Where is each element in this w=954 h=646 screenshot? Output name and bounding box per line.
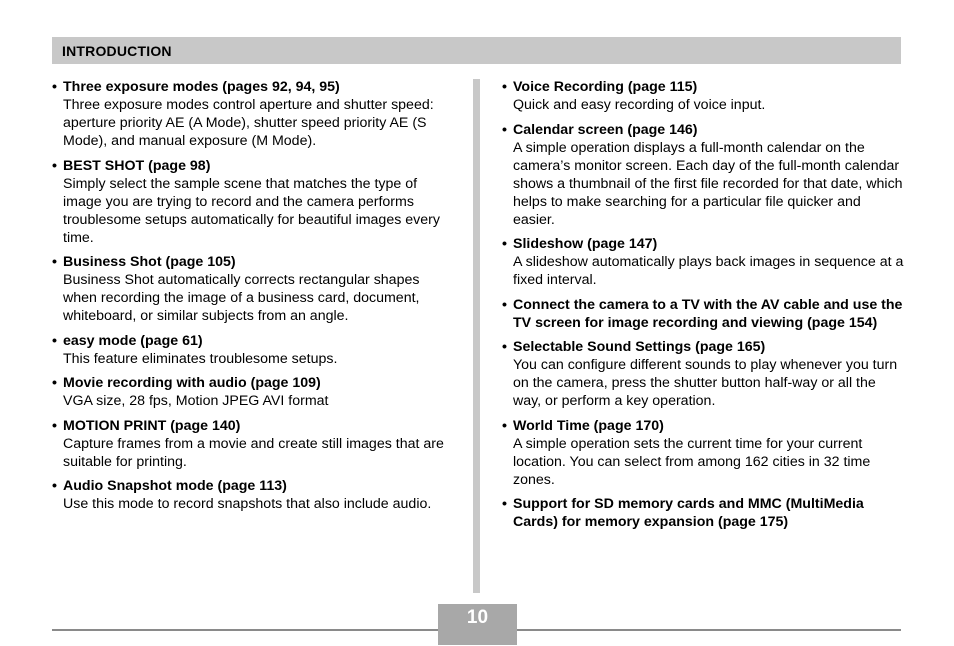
item-description: VGA size, 28 fps, Motion JPEG AVI format [63, 393, 329, 409]
bullet-icon: • [502, 79, 507, 95]
item-description: A slideshow automatically plays back images in sequence at a fixed interval. [513, 254, 904, 288]
left-column [52, 78, 452, 520]
bullet-icon: • [52, 478, 57, 494]
item-title: Movie recording with audio (page 109) [63, 375, 321, 391]
item-description: Three exposure modes control aperture and shutter speed: aperture priority AE (A Mode), shutter speed priority AE (S Mode), and manual exposure (M Mode). [63, 97, 434, 149]
item-title: MOTION PRINT (page 140) [63, 417, 241, 434]
bullet-icon: • [52, 332, 57, 349]
item-title: Slideshow (page 147) [513, 236, 658, 252]
section-title: INTRODUCTION [62, 43, 172, 59]
item-title: Three exposure modes (pages 92, 94, 95) [63, 79, 340, 95]
item-title: Calendar screen (page 146) [513, 121, 698, 138]
item-title: Support for SD memory cards and MMC (MultiMedia Cards) for memory expansion (page 175) [513, 496, 864, 530]
item-title: Audio Snapshot mode (page 113) [63, 478, 287, 494]
item-description: A simple operation sets the current time for your current location. You can select from among 162 cities in 32 time zones. [513, 435, 871, 488]
list-item [52, 477, 452, 513]
bullet-icon: • [502, 417, 507, 434]
list-item [52, 417, 452, 471]
bullet-icon: • [502, 121, 507, 138]
item-description: Use this mode to record snapshots that also include audio. [63, 496, 432, 512]
column-divider [473, 79, 480, 593]
list-item [502, 495, 904, 531]
item-title: World Time (page 170) [513, 417, 664, 434]
item-description: This feature eliminates troublesome setups. [63, 350, 338, 367]
bullet-icon: • [502, 339, 507, 355]
item-title: Voice Recording (page 115) [513, 79, 698, 95]
item-title: Selectable Sound Settings (page 165) [513, 339, 766, 355]
list-item [52, 157, 452, 247]
bullet-icon: • [52, 375, 57, 391]
bullet-icon: • [52, 157, 57, 174]
list-item [502, 121, 904, 229]
list-item [52, 332, 452, 368]
item-description: Business Shot automatically corrects rectangular shapes when recording the image of a business card, document, whiteboard, or similar subjects from an angle. [63, 272, 420, 324]
item-description: A simple operation displays a full-month calendar on the camera’s monitor screen. Each day of the full-month calendar shows a thumbnail of the first file recorded for that date, which helps to make searching for a particular file quicker and easier. [513, 139, 903, 228]
list-item [502, 235, 904, 289]
item-title: BEST SHOT (page 98) [63, 157, 211, 174]
right-column [502, 78, 904, 538]
bullet-icon: • [52, 254, 57, 270]
list-item [502, 417, 904, 489]
item-description: Capture frames from a movie and create still images that are suitable for printing. [63, 435, 444, 470]
item-description: Simply select the sample scene that matches the type of image you are trying to record and the camera performs troublesome setups automatically for beautiful images every time. [63, 175, 440, 246]
bullet-icon: • [52, 417, 57, 434]
bullet-icon: • [502, 236, 507, 252]
page-number-box [438, 604, 517, 645]
list-item [52, 78, 452, 150]
item-description: You can configure different sounds to play whenever you turn on the camera, press the shutter button half-way or all the way, or perform a key operation. [513, 357, 898, 409]
item-title: easy mode (page 61) [63, 332, 203, 349]
list-item [52, 374, 452, 410]
item-title: Connect the camera to a TV with the AV cable and use the TV screen for image recording and viewing (page 154) [513, 296, 903, 331]
bullet-icon: • [502, 496, 507, 512]
list-item [52, 253, 452, 325]
list-item [502, 78, 904, 114]
bullet-icon: • [52, 79, 57, 95]
item-description: Quick and easy recording of voice input. [513, 97, 766, 113]
item-title: Business Shot (page 105) [63, 254, 236, 270]
page-number: 10 [466, 607, 489, 628]
section-header-bar [52, 37, 901, 64]
list-item [502, 338, 904, 410]
list-item [502, 296, 904, 332]
bullet-icon: • [502, 296, 507, 313]
